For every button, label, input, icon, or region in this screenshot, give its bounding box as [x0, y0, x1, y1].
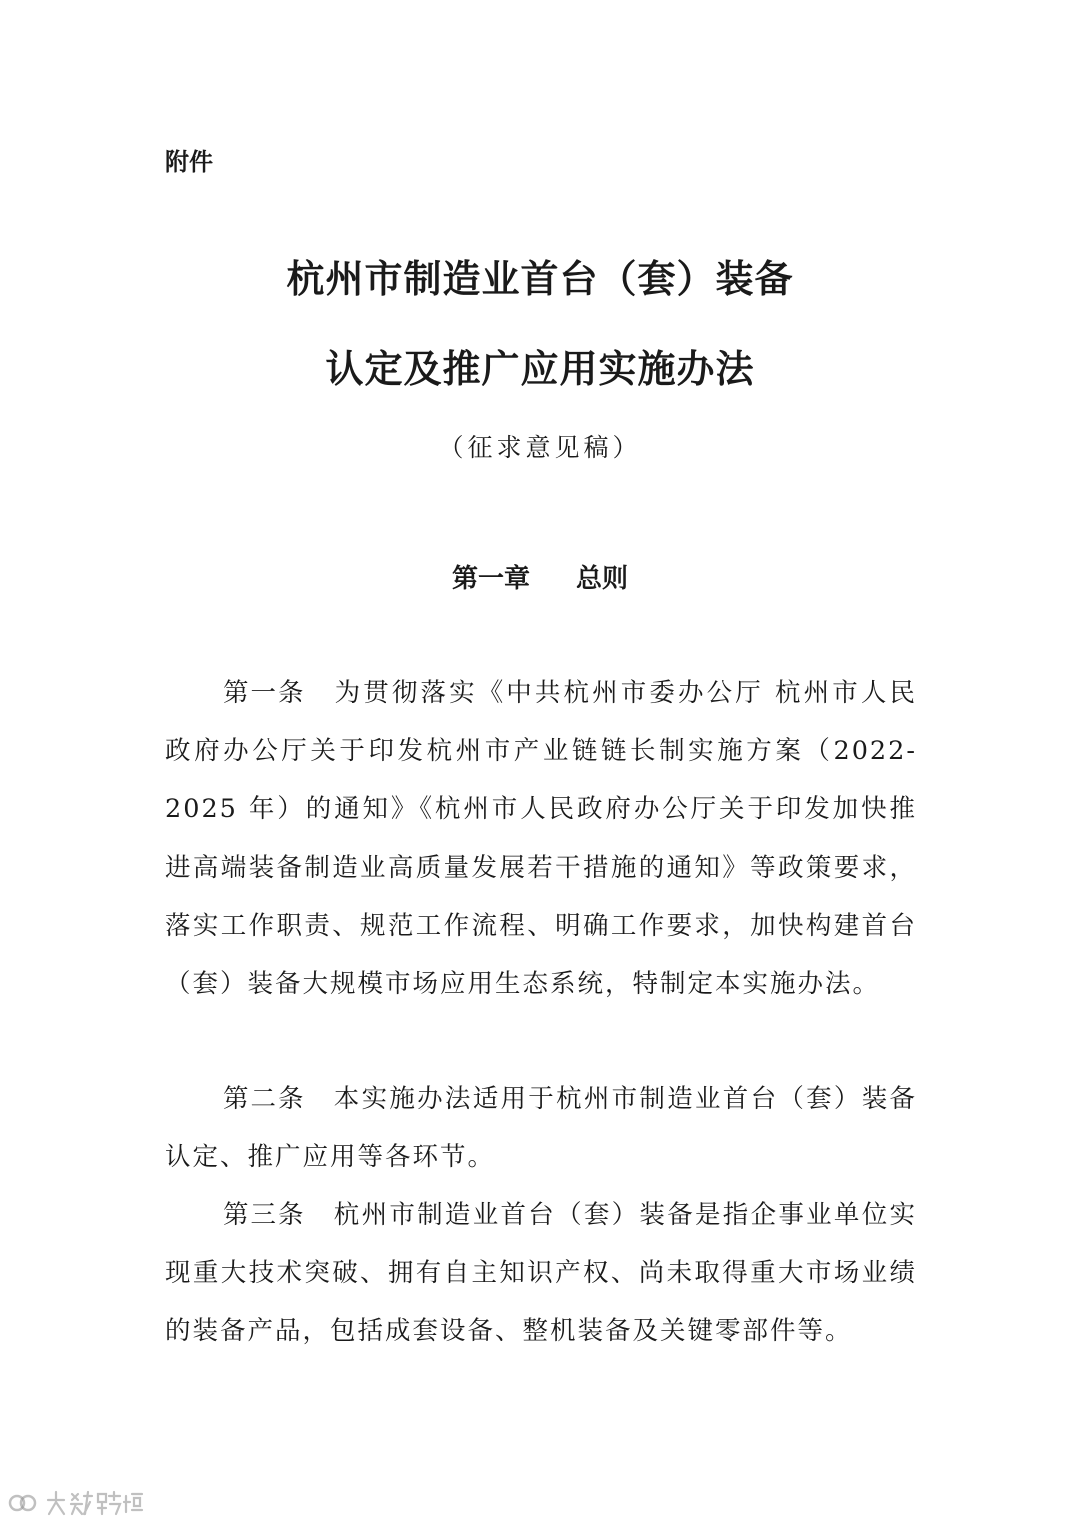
watermark-wordmark	[44, 1488, 144, 1518]
chapter-name: 总则	[576, 564, 629, 594]
watermark-logo-icon	[8, 1492, 38, 1514]
watermark	[8, 1486, 144, 1520]
article-text: 本实施办法适用于杭州市制造业首台（套）装备认定、推广应用等各环节。	[165, 1084, 917, 1173]
document-title-line-2: 认定及推广应用实施办法	[325, 347, 755, 391]
chapter-heading	[0, 558, 1080, 595]
article-1	[165, 664, 917, 1013]
article-label: 第三条	[223, 1200, 306, 1230]
article-label: 第一条	[223, 678, 306, 708]
attachment-label: 附件	[165, 148, 213, 176]
article-label: 第二条	[223, 1084, 306, 1114]
chapter-number: 第一章	[451, 564, 530, 594]
article-text: 杭州市制造业首台（套）装备是指企事业单位实现重大技术突破、拥有自主知识产权、尚未取得重大市场业绩的装备产品，包括成套设备、整机装备及关键零部件等。	[165, 1200, 917, 1347]
draft-subtitle: （征求意见稿）	[438, 433, 642, 462]
document-title-line-1: 杭州市制造业首台（套）装备	[286, 257, 794, 301]
article-3	[165, 1186, 917, 1361]
article-text: 为贯彻落实《中共杭州市委办公厅 杭州市人民政府办公厅关于印发杭州市产业链链长制实施方案（2022-2025 年）的通知》《杭州市人民政府办公厅关于印发加快推进高端装备制造业高质量发展若干措施的通知》等政策要求，落实工作职责、规范工作流程、明确工作要求，加快构建首台（套）装备大规模市场应用生态系统，特制定本实施办法。	[165, 678, 917, 1000]
article-2	[165, 1070, 917, 1186]
